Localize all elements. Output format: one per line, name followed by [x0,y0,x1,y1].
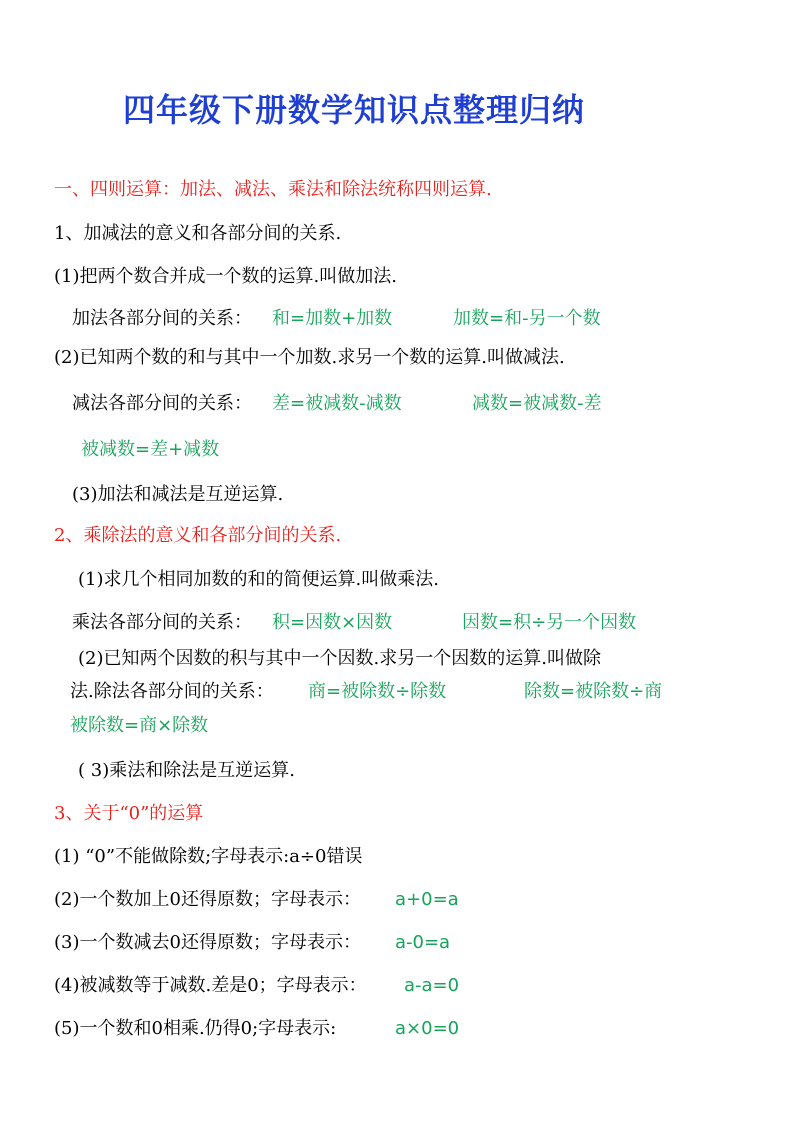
zero-rule-2-text: (2)一个数加上0还得原数；字母表示： [54,889,361,910]
zero-rule-5-text: (5)一个数和0相乘.仍得0;字母表示: [54,1018,337,1039]
multiplication-formula-factor: 因数=积÷另一个因数 [462,612,637,633]
subtraction-formula-subtrahend: 减数=被减数-差 [472,393,602,414]
multiplication-formula-product: 积=因数×因数 [272,612,393,633]
page-title: 四年级下册数学知识点整理归纳 [123,91,586,129]
section3-heading: 3、关于“0”的运算 [54,803,204,824]
multiplication-relation-label: 乘法各部分间的关系： [72,612,252,633]
subtraction-formula-minuend: 被减数=差+减数 [81,439,220,460]
section2-heading: 2、乘除法的意义和各部分间的关系. [54,525,342,546]
division-definition-line2: 法.除法各部分间的关系： [70,681,274,702]
addition-relation-label: 加法各部分间的关系： [72,308,252,329]
addition-formula-sum: 和=加数+加数 [272,308,393,329]
multiplication-definition: (1)求几个相同加数的和的简便运算.叫做乘法. [78,569,439,590]
division-formula-quotient: 商=被除数÷除数 [308,681,447,702]
zero-rule-5-formula: a×0=0 [395,1018,460,1039]
zero-rule-3-text: (3)一个数减去0还得原数；字母表示： [54,932,361,953]
zero-rule-2-formula: a+0=a [395,889,459,910]
division-formula-divisor: 除数=被除数÷商 [524,681,663,702]
division-definition-line1: (2)已知两个因数的积与其中一个因数.求另一个因数的运算.叫做除 [78,648,601,669]
subtraction-relation-label: 减法各部分间的关系： [72,393,252,414]
addition-definition: (1)把两个数合并成一个数的运算.叫做加法. [54,266,397,287]
inverse-mul-div: ( 3)乘法和除法是互逆运算. [78,760,295,781]
zero-rule-1: (1) “0”不能做除数;字母表示:a÷0错误 [54,846,363,867]
division-formula-dividend: 被除数=商×除数 [70,715,209,736]
subtraction-formula-difference: 差=被减数-减数 [272,393,402,414]
zero-rule-3-formula: a-0=a [395,932,451,953]
zero-rule-4-text: (4)被减数等于减数.差是0；字母表示： [54,975,367,996]
section1-subheading: 1、加减法的意义和各部分间的关系. [54,223,342,244]
section1-heading: 一、四则运算：加法、减法、乘法和除法统称四则运算. [54,179,492,200]
subtraction-definition: (2)已知两个数的和与其中一个加数.求另一个数的运算.叫做减法. [54,347,565,368]
inverse-add-sub: (3)加法和减法是互逆运算. [72,484,284,505]
zero-rule-4-formula: a-a=0 [404,975,460,996]
addition-formula-addend: 加数=和-另一个数 [453,308,601,329]
